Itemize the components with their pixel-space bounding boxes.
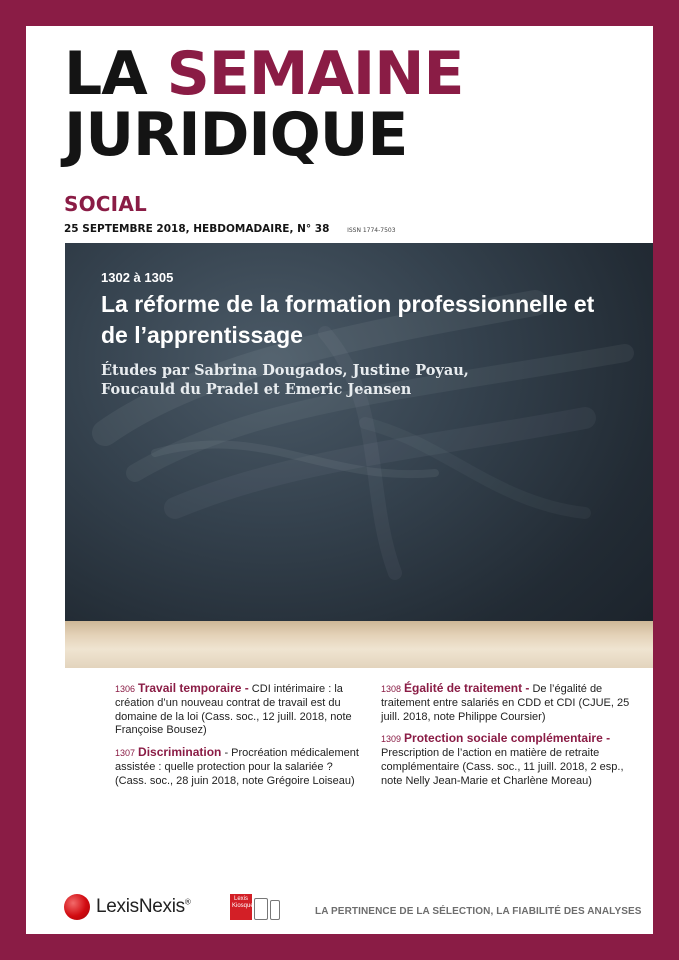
masthead-juridique: JURIDIQUE: [64, 100, 408, 170]
lexis-kiosque-logo: [230, 894, 280, 920]
summary-column-right: [381, 682, 631, 797]
cover-story-byline: Études par Sabrina Dougados, Justine Poyau, Foucauld du Pradel et Emeric Jeansen: [101, 362, 469, 398]
masthead: [64, 39, 464, 170]
cover-page: [26, 26, 653, 934]
publisher-name: LexisNexis®: [96, 896, 191, 917]
lexisnexis-emblem-icon: [64, 894, 90, 920]
masthead-line-1: [64, 39, 464, 109]
summary-item: [115, 682, 361, 738]
summary-text: Prescription de l’action en matière de retraite complémentaire (Cass. soc., 11 juill. 2018, 2 esp., note Nelly Jean-Marie et Charlène Moreau): [381, 747, 624, 787]
issue-date-number: 25 SEPTEMBRE 2018, HEBDOMADAIRE, N° 38: [64, 223, 330, 235]
masthead-semaine: SEMAINE: [166, 39, 464, 109]
cover-story-title: La réforme de la formation professionnelle et de l’apprentissage: [101, 291, 595, 348]
summary-number: 1308: [381, 684, 402, 694]
summary-text: - Procréation médicalement assistée : quelle protection pour la salariée ? (Cass. soc., 28 juin 2018, note Grégoire Loiseau): [115, 747, 359, 787]
summary-item: [381, 682, 631, 724]
tablet-icon: [254, 898, 268, 920]
summary-text: De l’égalité de traitement entre salariés en CDD et CDI (CJUE, 25 juill. 2018, note Philippe Coursier): [381, 683, 630, 723]
summary-text: CDI intérimaire : la création d’un nouveau contrat de travail est du domaine de la loi (Cass. soc., 12 juill. 2018, note Françoise Bousez): [115, 683, 352, 737]
masthead-la: LA: [64, 39, 147, 109]
summary-topic: Égalité de traitement -: [404, 681, 530, 695]
summary-column-left: [115, 682, 361, 797]
summary-number: 1306: [115, 684, 136, 694]
summary-topic: Travail temporaire -: [138, 681, 249, 695]
summary-item: [381, 732, 631, 788]
summary-topic: Protection sociale complémentaire -: [404, 731, 611, 746]
summary-item: [115, 746, 361, 788]
cover-image: [65, 243, 653, 668]
section-title: SOCIAL: [64, 192, 147, 216]
summary-number: 1309: [381, 734, 402, 745]
issue-line: [64, 223, 396, 235]
tagline: LA PERTINENCE DE LA SÉLECTION, LA FIABILITÉ DES ANALYSES: [315, 906, 642, 917]
issn: ISSN 1774-7503: [347, 227, 396, 234]
kiosque-tile: Lexis Kiosque: [230, 894, 252, 920]
summary-topic: Discrimination: [138, 745, 222, 760]
cover-story-refs: 1302 à 1305: [101, 270, 174, 285]
lexisnexis-logo: [64, 894, 190, 920]
chalk-tray: [65, 621, 653, 668]
phone-icon: [270, 900, 280, 920]
summary-number: 1307: [115, 748, 136, 759]
